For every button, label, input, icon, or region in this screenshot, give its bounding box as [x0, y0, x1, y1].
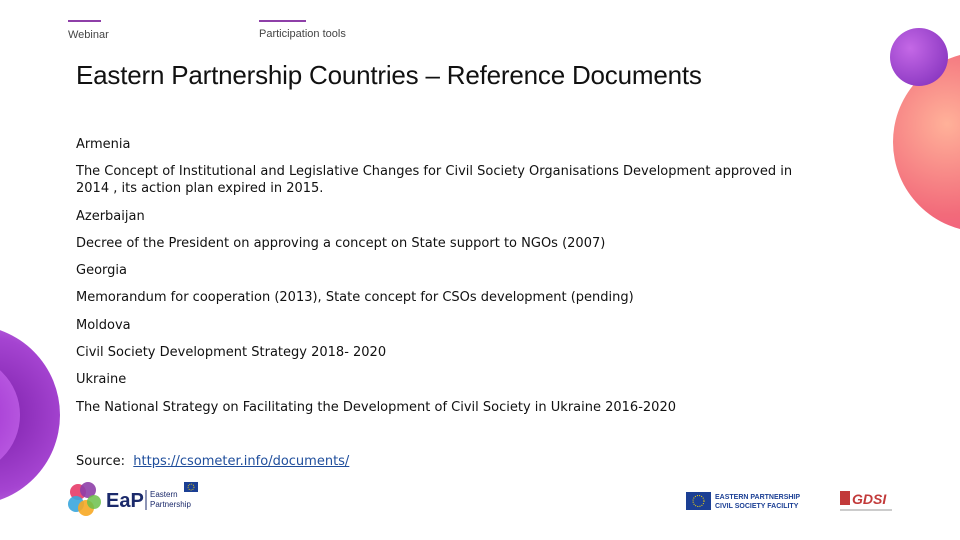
gdsi-logo-mark	[840, 491, 850, 505]
gdsi-logo	[838, 488, 894, 514]
country-name-moldova: Moldova	[76, 318, 131, 333]
eap-logo-line2: Partnership	[150, 500, 191, 509]
eap-logo-mark: EaP	[106, 490, 144, 512]
doc-armenia-line2: 2014 , its action plan expired in 2015.	[76, 181, 324, 196]
eap-logo	[68, 480, 208, 518]
tab-webinar[interactable]	[68, 20, 109, 41]
tab-webinar-label: Webinar	[68, 29, 109, 41]
country-name-azerbaijan: Azerbaijan	[76, 209, 145, 224]
doc-ukraine: The National Strategy on Facilitating the Development of Civil Society in Ukraine 2016-2020	[76, 400, 676, 415]
doc-moldova: Civil Society Development Strategy 2018- 2020	[76, 345, 387, 360]
eu-flag-icon	[686, 492, 711, 510]
eap-csf-logo	[686, 490, 804, 512]
tab-underline	[68, 20, 101, 22]
tab-participation-tools[interactable]	[259, 20, 346, 40]
doc-armenia-line1: The Concept of Institutional and Legislative Changes for Civil Society Organisations Development approved in	[76, 164, 793, 179]
eap-logo-dot	[87, 495, 101, 509]
csf-logo-line2: CIVIL SOCIETY FACILITY	[715, 503, 799, 510]
deco-circle-purple-small	[890, 28, 948, 86]
doc-georgia: Memorandum for cooperation (2013), State concept for CSOs development (pending)	[76, 290, 634, 305]
eap-logo-line1: Eastern	[150, 490, 178, 499]
source-line	[76, 453, 806, 470]
doc-azerbaijan: Decree of the President on approving a concept on State support to NGOs (2007)	[76, 236, 606, 251]
tab-participation-label: Participation tools	[259, 28, 346, 40]
source-link[interactable]: https://csometer.info/documents/	[133, 454, 350, 469]
eu-flag-icon	[184, 482, 198, 492]
country-name-ukraine: Ukraine	[76, 372, 127, 387]
csf-logo-line1: EASTERN PARTNERSHIP	[715, 494, 801, 501]
tab-underline	[259, 20, 306, 22]
source-label: Source:	[76, 454, 126, 469]
gdsi-logo-text: GDSI	[852, 491, 887, 507]
page-title: Eastern Partnership Countries – Reference Documents	[76, 60, 702, 90]
country-name-georgia: Georgia	[76, 263, 127, 278]
country-name-armenia: Armenia	[76, 137, 131, 152]
